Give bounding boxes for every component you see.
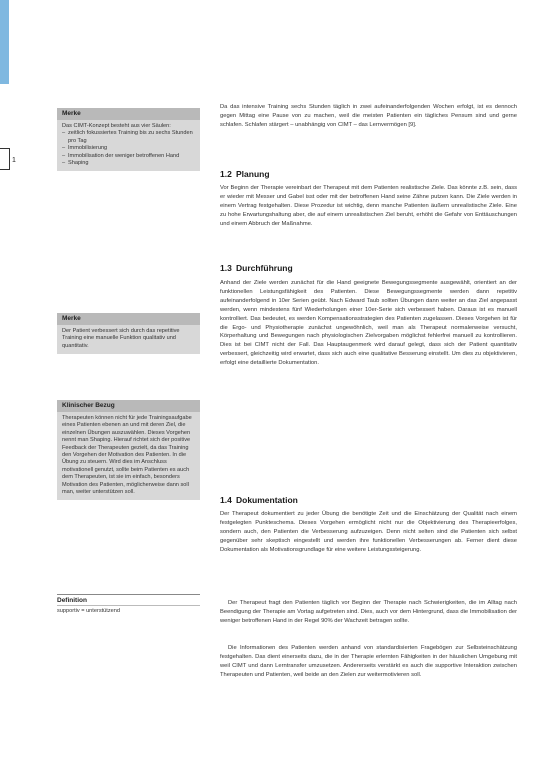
definition-box: [57, 594, 200, 616]
merke-box-1-intro: Das CIMT-Konzept besteht aus vier Säulen:: [62, 123, 171, 129]
merke-box-2-text: Der Patient verbessert sich durch das repetitive Training eine manuelle Funktion qualitativ und quantitativ.: [62, 328, 180, 349]
klinischer-bezug-title: Klinischer Bezug: [57, 400, 200, 412]
intro-paragraph: Da das intensive Training sechs Stunden täglich in zwei aufeinanderfolgenden Wochen erfolgt, ist es dennoch gegen Mittag eine Pause von zu machen, weil die meisten Patienten ein tägliches Pensum sind und gerne schlafen. Schlafen stärgert – unabhängig von CIMT – das Lernvermögen [9].: [220, 104, 517, 128]
section-title: Durchführung: [236, 263, 293, 273]
section-number: 1.3: [220, 263, 232, 273]
section-number: 1.2: [220, 169, 232, 179]
list-item: – Shaping: [62, 160, 195, 167]
list-item: – Immobilisierung: [62, 145, 195, 152]
dokumentation-paragraph-1: Der Therapeut dokumentiert zu jeder Übung die benötigte Zeit und die Einschätzung der Qualität nach einem festgelegten Punkteschema. Dieses Vorgehen ermöglicht nicht nur die Objektivierung des Therapieerfolges, sondern auch, den Patienten die Verbesserung aufzuzeigen. Denn nicht selten sind die Patienten sich selbst gegenüber sehr skeptisch eingestellt und werden ihre funktionellen Verbesserungen ab. Ferner dient diese Dokumentation als Motivationsgrundlage für eine weitere Leistungssteigerung.: [220, 511, 517, 553]
definition-text: supportiv = unterstützend: [57, 605, 200, 616]
list-item: – Immobilisation der weniger betroffenen Hand: [62, 153, 195, 160]
merke-box-2: [57, 313, 200, 354]
durchfuehrung-paragraph: Anhand der Ziele werden zunächst für die Hand geeignete Bewegungssegmente ausgewählt, orientiert an der funktionellen Leistungsfähigkeit des Patienten. Diese Bewegungssegmente werden dann repetitiv aufeinanderfolgend in 10er Serien geübt. Nach Edward Taub sollten Übungen dann weiter an das Ziel angepasst werden, wenn mindestens fünf Wiederholungen einer 10er-Serie sich verbessert haben. Daraus ist es manuell kontrolliert. Das bedeutet, es werden Kompensationsstrategien des Patienten zugelassen. Dieses Vorgehen ist für die Ergo- und Physiotherapie zunächst ungewöhnlich, weil man als Therapeut normalerweise versucht, Körperhaltung und Bewegungen nach physiologischen Zielvorgaben möglichst fehlerfrei manuell zu kontrollieren. Dies ist bei CIMT nicht der Fall. Das Hauptaugenmerk wird darauf gelegt, dass sich der Patient quantitativ verbessert, gleichzeitig wird erwartet, dass sich auch eine qualitative Besserung einstellt. Um dies zu objektivieren, erfolgt eine detaillierte Dokumentation.: [220, 280, 517, 367]
chapter-number: 1: [12, 157, 16, 164]
merke-box-2-title: Merke: [57, 313, 200, 325]
section-heading-durchfuehrung: [220, 263, 517, 273]
klinischer-bezug-box: [57, 400, 200, 500]
dokumentation-paragraph-3: Die Informationen des Patienten werden anhand von standardisierten Fragebögen zur Selbsteinschätzung festgehalten. Das dient einerseits dazu, die in der Therapie erlernten Fähigkeiten in der häuslichen Umgebung mit weil CIMT und dann Lerntransfer umzusetzen. Andererseits verstärkt es auch die supportive Interaktion zwischen Therapeuten und Patienten, weil beide an den Zielen zur weitermotivieren soll.: [220, 645, 517, 678]
planung-paragraph: Vor Beginn der Therapie vereinbart der Therapeut mit dem Patienten realistische Ziele. Das könnte z.B. sein, dass er wieder mit Messer und Gabel isst oder mit der betroffenen Hand seine Zähne putzen kann. Die Ziele werden in einem Vertrag festgehalten. Diese Prozedur ist wichtig, denn manche Patienten äußern unrealistische Ziele. Eine zu hohe Erwartungshaltung aber, die auf einem unrealistischen Ziel beruht, erhöht die Gefahr von Enttäuschungen und einem Abbruch der Maßnahme.: [220, 185, 517, 227]
section-title: Dokumentation: [236, 495, 298, 505]
merke-box-1: [57, 108, 200, 171]
chapter-marker: [0, 148, 10, 170]
section-number: 1.4: [220, 495, 232, 505]
dokumentation-paragraph-2: Der Therapeut fragt den Patienten täglich vor Beginn der Therapie nach Schwierigkeiten, die im Alltag nach Beendigung der Therapie am Vortag aufgetreten sind. Dies, auch vor dem Hintergrund, dass die Immobilisation der weniger betroffenen Hand in der Regel 90% der Wachzeit betragen sollte.: [220, 600, 517, 624]
section-heading-planung: [220, 169, 517, 179]
klinischer-bezug-text: Therapeuten können nicht für jede Trainingsaufgabe eines Patienten ebenen an und mit deren Ziel, die einzelnen Übungen auszuwählen. Dieses Vorgehen nennt man Shaping. Hierauf richtet sich der positive Feedback der Therapeuten gezielt, da das Training den Vorgehen der Motivation des Patienten. In die Übung zu steuern. Wird dies im Anschluss motivationell genutzt, sollte beim Patienten es auch dem Therapeuten, ist sie im einfach, besonders Motivation des Patienten, möglicherweise dann soll man, weiter unterstützen soll.: [62, 415, 192, 496]
list-item: – zeitlich fokussiertes Training bis zu sechs Stunden pro Tag: [62, 130, 195, 145]
section-title: Planung: [236, 169, 270, 179]
merke-box-1-list: [62, 130, 195, 167]
merke-box-1-title: Merke: [57, 108, 200, 120]
chapter-color-tab: [0, 0, 9, 84]
section-heading-dokumentation: [220, 495, 517, 505]
definition-title: Definition: [57, 594, 200, 605]
